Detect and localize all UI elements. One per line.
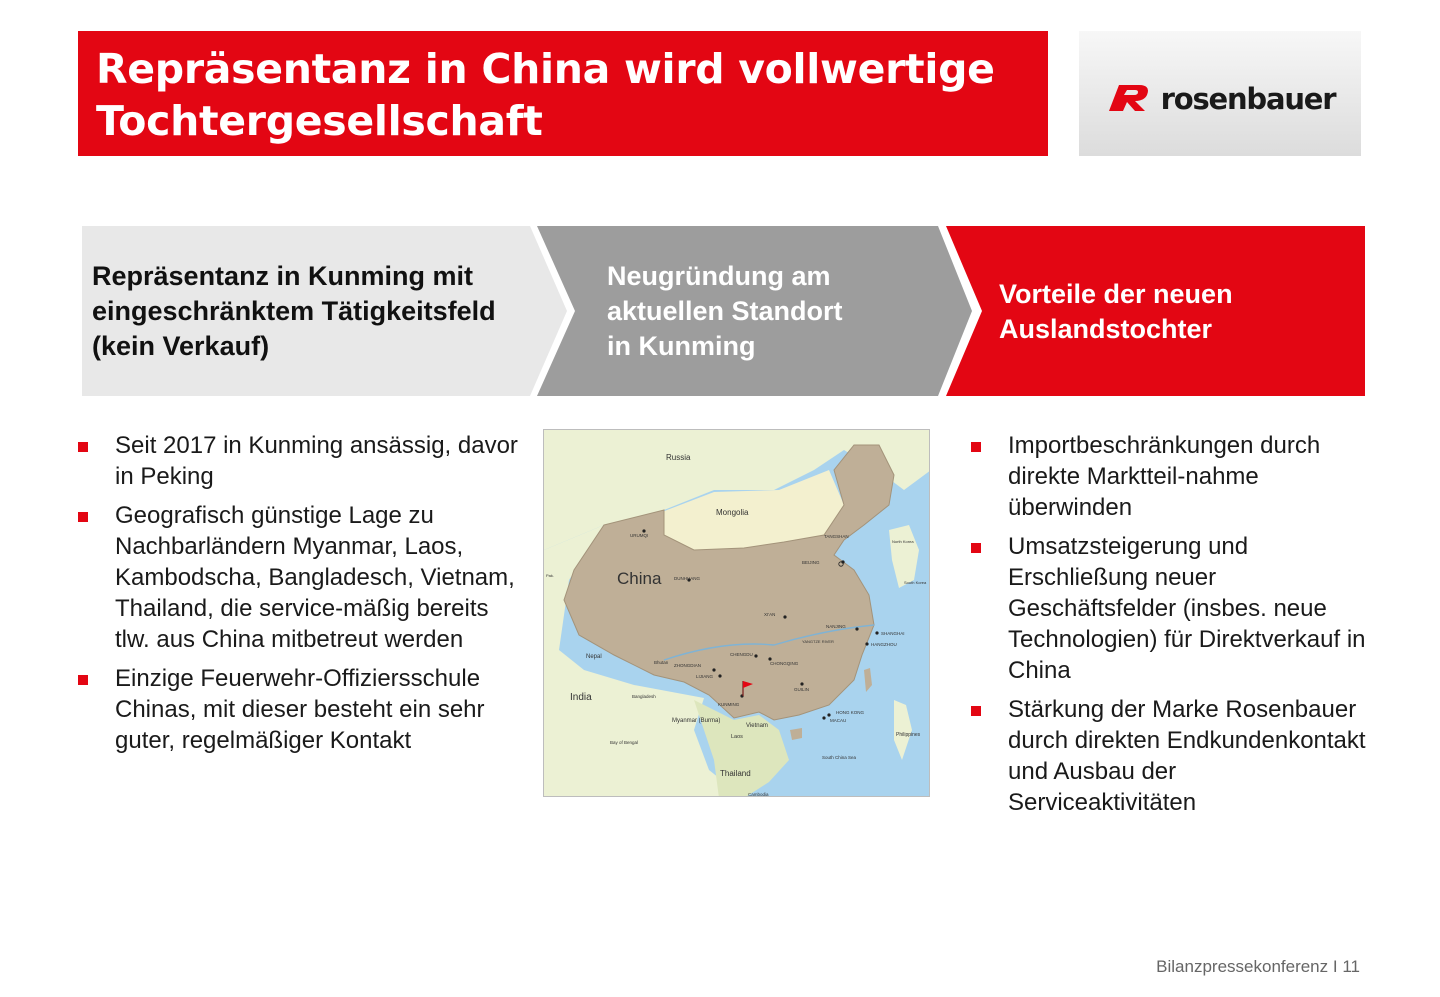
china-map-graphic — [544, 430, 930, 797]
label-china: China — [617, 569, 662, 588]
city-dot-guilin — [800, 682, 803, 685]
label-guilin: GUILIN — [794, 687, 810, 692]
process-step-2-label — [607, 259, 907, 364]
process-step-3-line-2: Auslandstochter — [999, 314, 1213, 344]
list-item — [78, 500, 528, 655]
rosenbauer-logo-text: rosenbauer — [1160, 81, 1336, 116]
process-step-2-line-3: in Kunming — [607, 331, 756, 361]
label-myanmar: Myanmar (Burma) — [672, 718, 721, 724]
process-step-1-line-2: eingeschränktem Tätigkeitsfeld — [92, 296, 496, 326]
city-dot-macau — [822, 716, 825, 719]
process-step-1-line-1: Repräsentanz in Kunming mit — [92, 261, 474, 291]
process-step-3-label — [999, 277, 1339, 347]
label-kunming: KUNMING — [718, 702, 740, 707]
bullet-text: Geografisch günstige Lage zu Nachbarländern Myanmar, Laos, Kambodscha, Bangladesch, Vietnam, Thailand, die service-mäßig bereits tlw. aus China mitbetreut werden — [115, 502, 515, 653]
label-yangtze-river: YANGTZE RIVER — [802, 639, 834, 644]
label-north-korea: North Korea — [892, 539, 914, 544]
city-dot-hangzhou — [865, 642, 868, 645]
slide-title-line-1: Repräsentanz in China wird vollwertige — [96, 45, 995, 93]
list-item — [78, 663, 528, 756]
city-dot-nanjing — [855, 627, 858, 630]
process-step-1-label — [92, 259, 542, 364]
label-cambodia: Cambodia — [748, 792, 769, 797]
page-number: 11 — [1342, 957, 1360, 976]
bullet-text: Stärkung der Marke Rosenbauer durch direkten Endkundenkontakt und Ausbau der Serviceaktivitäten — [1008, 696, 1366, 816]
slide-title-line-2: Tochtergesellschaft — [96, 97, 543, 145]
list-item — [971, 694, 1366, 818]
city-dot-lijiang — [718, 674, 721, 677]
square-bullet-icon — [78, 442, 88, 452]
label-beijing: BEIJING — [802, 560, 820, 565]
square-bullet-icon — [971, 442, 981, 452]
label-bhutan: Bhutan — [654, 660, 669, 665]
label-nanjing: NANJING — [826, 624, 846, 629]
label-vietnam: Vietnam — [746, 723, 768, 729]
label-dunhuang: DUNHUANG — [674, 576, 701, 581]
square-bullet-icon — [78, 675, 88, 685]
label-zhongdian: ZHONGDIAN — [674, 663, 701, 668]
process-step-3-line-1: Vorteile der neuen — [999, 279, 1233, 309]
city-dot-xian — [783, 615, 786, 618]
hainan — [790, 728, 802, 740]
square-bullet-icon — [971, 706, 981, 716]
city-dot-zhongdian — [712, 668, 715, 671]
label-hong-kong: HONG KONG — [836, 710, 865, 715]
list-item — [971, 430, 1366, 523]
footer-separator: I — [1332, 957, 1338, 976]
footer-label: Bilanzpressekonferenz — [1156, 957, 1329, 976]
bullet-text: Importbeschränkungen durch direkte Marktteil-nahme überwinden — [1008, 432, 1321, 521]
city-dot-shanghai — [875, 631, 878, 634]
label-chongqing: CHONGQING — [770, 661, 799, 666]
bullet-text: Seit 2017 in Kunming ansässig, davor in Peking — [115, 432, 518, 490]
label-nepal: Nepal — [586, 654, 602, 660]
label-chengdu: CHENGDU — [730, 652, 753, 657]
process-step-1-line-3: (kein Verkauf) — [92, 331, 270, 361]
label-pakistan: Pak. — [546, 573, 555, 578]
city-dot-chengdu — [754, 654, 757, 657]
label-urumqi: URUMQI — [630, 533, 649, 538]
bullet-text: Umsatzsteigerung und Erschließung neuer Geschäftsfelder (insbes. neue Technologien) für Direktverkauf in China — [1008, 533, 1366, 684]
right-bullet-list — [971, 430, 1366, 826]
label-hangzhou: HANGZHOU — [871, 642, 897, 647]
label-xian: XI'AN — [764, 612, 776, 617]
process-step-2-line-1: Neugründung am — [607, 261, 831, 291]
label-russia: Russia — [666, 453, 691, 462]
label-lijiang: LIJIANG — [696, 674, 714, 679]
list-item — [78, 430, 528, 492]
label-bangladesh: Bangladesh — [632, 694, 656, 699]
list-item — [971, 531, 1366, 686]
left-bullet-list — [78, 430, 528, 764]
label-shanghai: SHANGHAI — [881, 631, 905, 636]
city-dot-hong-kong — [827, 713, 830, 716]
label-philippines: Philippines — [896, 732, 921, 738]
label-laos: Laos — [731, 734, 743, 740]
square-bullet-icon — [971, 543, 981, 553]
slide-footer — [1156, 957, 1360, 977]
label-india: India — [570, 692, 592, 703]
label-south-korea: South Korea — [904, 580, 927, 585]
china-map — [543, 429, 930, 797]
bullet-text: Einzige Feuerwehr-Offiziersschule Chinas, mit dieser besteht ein sehr guter, regelmäßiger Kontakt — [115, 665, 485, 754]
label-south-china-sea: South China Sea — [822, 755, 857, 760]
square-bullet-icon — [78, 512, 88, 522]
label-macau: MACAU — [830, 718, 847, 723]
label-thailand: Thailand — [720, 769, 751, 778]
label-tangshan: TANGSHAN — [824, 534, 849, 539]
label-mongolia: Mongolia — [716, 508, 749, 517]
process-step-2-line-2: aktuellen Standort — [607, 296, 843, 326]
label-bay-of-bengal: Bay of Bengal — [610, 740, 639, 745]
